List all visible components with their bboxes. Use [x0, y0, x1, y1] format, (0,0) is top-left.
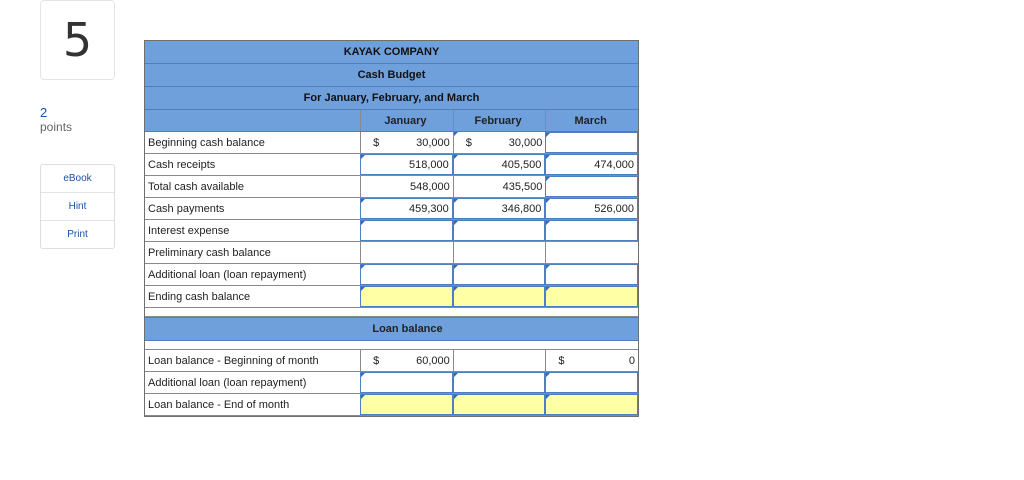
jan-preliminary — [360, 242, 453, 263]
row-label: Ending cash balance — [148, 290, 251, 303]
loan-balance-header — [145, 317, 638, 341]
jan-ending-cash-input[interactable] — [360, 286, 453, 307]
row-label: Loan balance - End of month — [148, 398, 290, 411]
row-label: Interest expense — [148, 224, 230, 237]
jan-beginning-cash — [360, 132, 453, 153]
question-number: 5 — [40, 0, 115, 80]
jan-total-cash: 548,000 — [360, 176, 453, 197]
table-row — [145, 394, 638, 416]
table-row — [145, 372, 638, 394]
cell-value: 30,000 — [508, 136, 543, 149]
header-january: January — [360, 110, 453, 131]
table-row — [145, 286, 638, 308]
mar-total-cash-input[interactable] — [545, 176, 638, 197]
company-name: KAYAK COMPANY — [145, 41, 638, 64]
header-spacer — [145, 110, 360, 131]
cash-budget-table — [144, 40, 639, 417]
side-buttons — [40, 164, 115, 249]
jan-interest-input[interactable] — [360, 220, 453, 241]
table-row — [145, 350, 638, 372]
feb-beginning-cash — [453, 132, 546, 153]
budget-period: For January, February, and March — [145, 87, 638, 110]
currency-symbol: $ — [558, 354, 565, 367]
mar-beginning-cash-input[interactable] — [545, 132, 638, 153]
feb-preliminary — [453, 242, 546, 263]
loan-balance-title: Loan balance — [372, 323, 443, 335]
table-row — [145, 220, 638, 242]
header-spacer — [145, 318, 361, 340]
row-label: Beginning cash balance — [148, 136, 265, 149]
table-row — [145, 132, 638, 154]
feb-additional-loan-input[interactable] — [453, 264, 546, 285]
row-label: Cash receipts — [148, 158, 216, 171]
feb-cash-payments[interactable]: 346,800 — [453, 198, 546, 219]
mar-loan-additional-input[interactable] — [545, 372, 638, 393]
mar-loan-end-input[interactable] — [545, 394, 638, 415]
feb-loan-end-input[interactable] — [453, 394, 546, 415]
hint-button[interactable]: Hint — [41, 193, 114, 221]
jan-additional-loan-input[interactable] — [360, 264, 453, 285]
currency-symbol: $ — [373, 354, 380, 367]
budget-title: Cash Budget — [145, 64, 638, 87]
cell-value: 0 — [628, 354, 635, 367]
currency-symbol: $ — [465, 136, 472, 149]
mar-interest-input[interactable] — [545, 220, 638, 241]
mar-additional-loan-input[interactable] — [545, 264, 638, 285]
jan-cash-payments[interactable]: 459,300 — [360, 198, 453, 219]
feb-ending-cash-input[interactable] — [453, 286, 546, 307]
mar-preliminary — [545, 242, 638, 263]
points-value: 2 — [40, 105, 48, 120]
month-header-row — [145, 110, 638, 132]
section-gap — [145, 308, 638, 317]
feb-interest-input[interactable] — [453, 220, 546, 241]
row-label: Additional loan (loan repayment) — [148, 268, 307, 281]
table-row — [145, 154, 638, 176]
ebook-button[interactable]: eBook — [41, 165, 114, 193]
table-row — [145, 242, 638, 264]
points-label: points — [40, 120, 73, 134]
mar-ending-cash-input[interactable] — [545, 286, 638, 307]
mar-cash-receipts[interactable]: 474,000 — [545, 154, 638, 175]
print-button[interactable]: Print — [67, 229, 88, 240]
cell-value: 30,000 — [416, 136, 450, 149]
header-february: February — [453, 110, 546, 131]
section-gap — [145, 341, 638, 350]
jan-loan-end-input[interactable] — [360, 394, 453, 415]
feb-loan-beginning — [453, 350, 546, 371]
mar-cash-payments[interactable]: 526,000 — [545, 198, 638, 219]
row-label: Additional loan (loan repayment) — [148, 376, 307, 389]
row-label: Total cash available — [148, 180, 245, 193]
jan-loan-additional-input[interactable] — [360, 372, 453, 393]
feb-total-cash: 435,500 — [453, 176, 546, 197]
feb-loan-additional-input[interactable] — [453, 372, 546, 393]
cell-value: 60,000 — [416, 354, 450, 367]
header-march: March — [545, 110, 638, 131]
table-row — [145, 264, 638, 286]
points-info — [40, 106, 72, 134]
row-label: Loan balance - Beginning of month — [148, 354, 319, 367]
table-row — [145, 176, 638, 198]
currency-symbol: $ — [373, 136, 380, 149]
jan-cash-receipts[interactable]: 518,000 — [360, 154, 453, 175]
mar-loan-beginning — [545, 350, 638, 371]
row-label: Cash payments — [148, 202, 225, 215]
row-label: Preliminary cash balance — [148, 246, 271, 259]
feb-cash-receipts[interactable]: 405,500 — [453, 154, 546, 175]
jan-loan-beginning — [360, 350, 453, 371]
table-row — [145, 198, 638, 220]
